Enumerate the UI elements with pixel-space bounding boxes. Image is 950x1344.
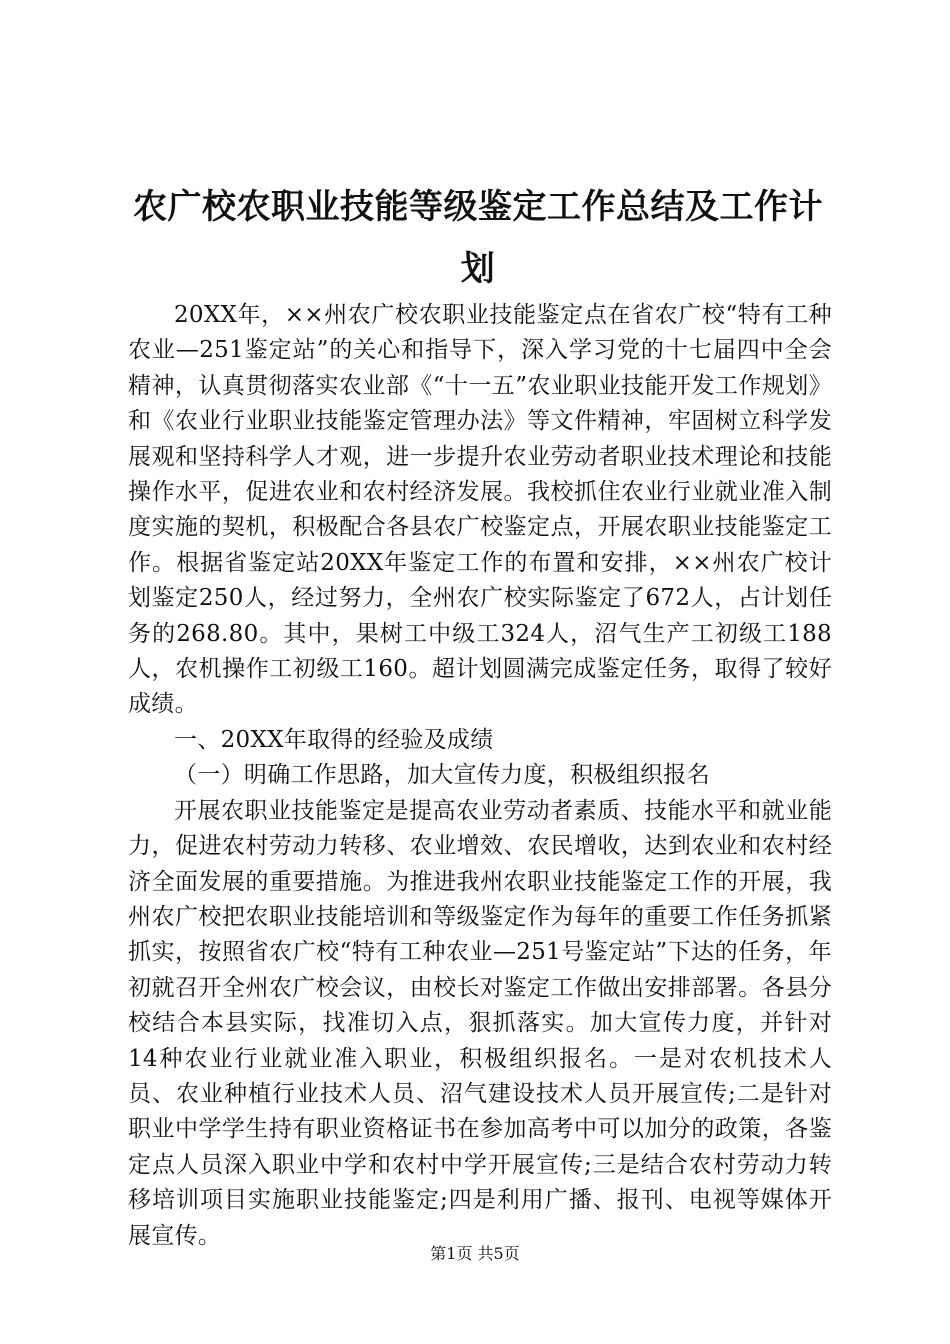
section-heading: 一、20XX年取得的经验及成绩 [174, 726, 494, 753]
document-body [128, 298, 832, 1254]
subsection-heading: （一）明确工作思路，加大宣传力度，积极组织报名 [174, 762, 710, 789]
paragraph-body: 开展农职业技能鉴定是提高农业劳动者素质、技能水平和就业能力，促进农村劳动力转移、农业增效、农民增收，达到农业和农村经济全面发展的重要措施。为推进我州农职业技能鉴定工作的开展，我州农广校把农职业技能培训和等级鉴定作为每年的重要工作任务抓紧抓实，按照省农广校“特有工种农业—251号鉴定站”下达的任务，年初就召开全州农广校会议，由校长对鉴定工作做出安排部署。各县分校结合本县实际，找准切入点，狠抓落实。加大宣传力度，并针对14种农业行业就业准入职业，积极组织报名。一是对农机技术人员、农业种植行业技术人员、沼气建设技术人员开展宣传;二是针对职业中学学生持有职业资格证书在参加高考中可以加分的政策，各鉴定点人员深入职业中学和农村中学开展宣传;三是结合农村劳动力转移培训项目实施职业技能鉴定;四是利用广播、报刊、电视等媒体开展宣传。 [128, 797, 832, 1249]
page-number-footer: 第1页 共5页 [430, 1244, 520, 1263]
paragraph-intro: 20XX年，××州农广校农职业技能鉴定点在省农广校“特有工种农业—251鉴定站”的关心和指导下，深入学习党的十七届四中全会精神，认真贯彻落实农业部《“十一五”农业职业技能开发工作规划》和《农业行业职业技能鉴定管理办法》等文件精神，牢固树立科学发展观和坚持科学人才观，进一步提升农业劳动者职业技术理论和技能操作水平，促进农业和农村经济发展。我校抓住农业行业就业准入制度实施的契机，积极配合各县农广校鉴定点，开展农职业技能鉴定工作。根据省鉴定站20XX年鉴定工作的布置和安排，××州农广校计划鉴定250人，经过努力，全州农广校实际鉴定了672人，占计划任务的268.80。其中，果树工中级工324人，沼气生产工初级工188人，农机操作工初级工160。超计划圆满完成鉴定任务，取得了较好成绩。 [128, 302, 832, 718]
document-title: 农广校农职业技能等级鉴定工作总结及工作计划 [133, 187, 823, 289]
